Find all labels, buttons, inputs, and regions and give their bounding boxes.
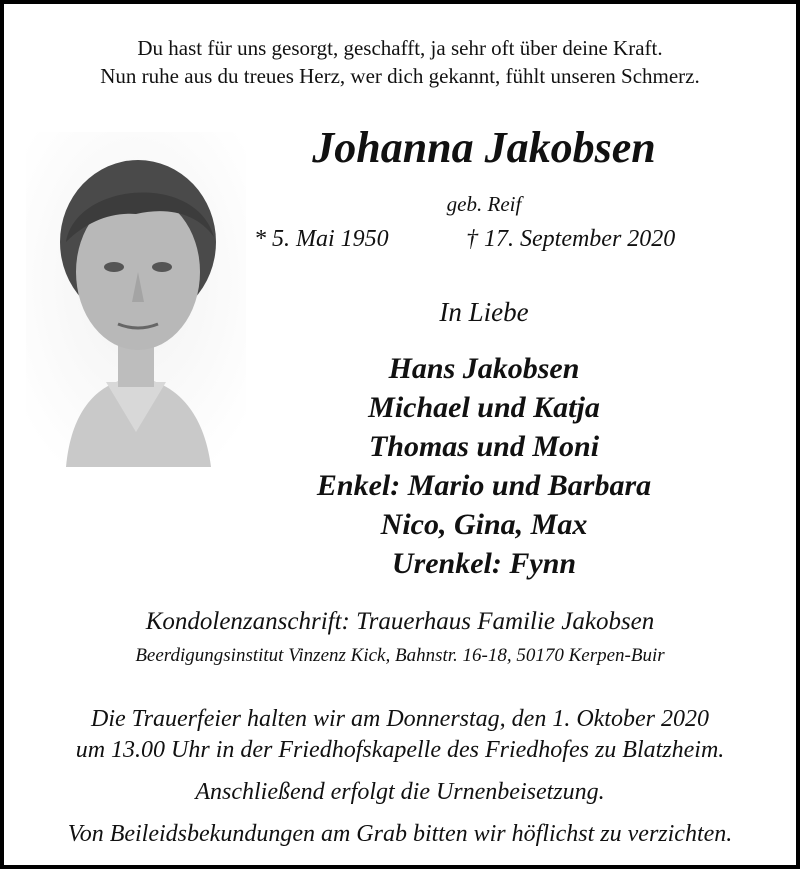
family-member: Thomas und Moni <box>368 430 600 463</box>
family-member: Urenkel: Fynn <box>391 547 577 580</box>
announcement-line-4: Von Beileidsbekundungen am Grab bitten wir höflichst zu verzichten. <box>67 821 733 847</box>
announcement-line-1: Die Trauerfeier halten wir am Donnerstag, den 1. Oktober 2020 <box>91 706 709 732</box>
death-date: † 17. September 2020 <box>466 226 676 252</box>
announcement-line-2: um 13.00 Uhr in der Friedhofskapelle des Friedhofes zu Blatzheim. <box>75 737 725 763</box>
condolence-address: Kondolenzanschrift: Trauerhaus Familie Jakobsen <box>145 608 655 635</box>
family-member: Enkel: Mario und Barbara <box>316 469 652 502</box>
in-love-line: In Liebe <box>439 297 529 327</box>
verse-line-1: Du hast für uns gesorgt, geschafft, ja sehr oft über deine Kraft. <box>137 36 663 60</box>
birth-date: * 5. Mai 1950 <box>254 226 389 252</box>
family-member: Hans Jakobsen <box>388 352 580 385</box>
maiden-name: geb. Reif <box>446 192 522 216</box>
verse-line-2: Nun ruhe aus du treues Herz, wer dich gekannt, fühlt unseren Schmerz. <box>100 64 700 88</box>
announcement-line-3: Anschließend erfolgt die Urnenbeisetzung. <box>195 779 605 805</box>
family-member: Nico, Gina, Max <box>380 508 588 541</box>
family-member: Michael und Katja <box>368 391 600 424</box>
deceased-name: Johanna Jakobsen <box>312 123 656 172</box>
funeral-home-address: Beerdigungsinstitut Vinzenz Kick, Bahnstr. 16-18, 50170 Kerpen-Buir <box>135 645 665 666</box>
